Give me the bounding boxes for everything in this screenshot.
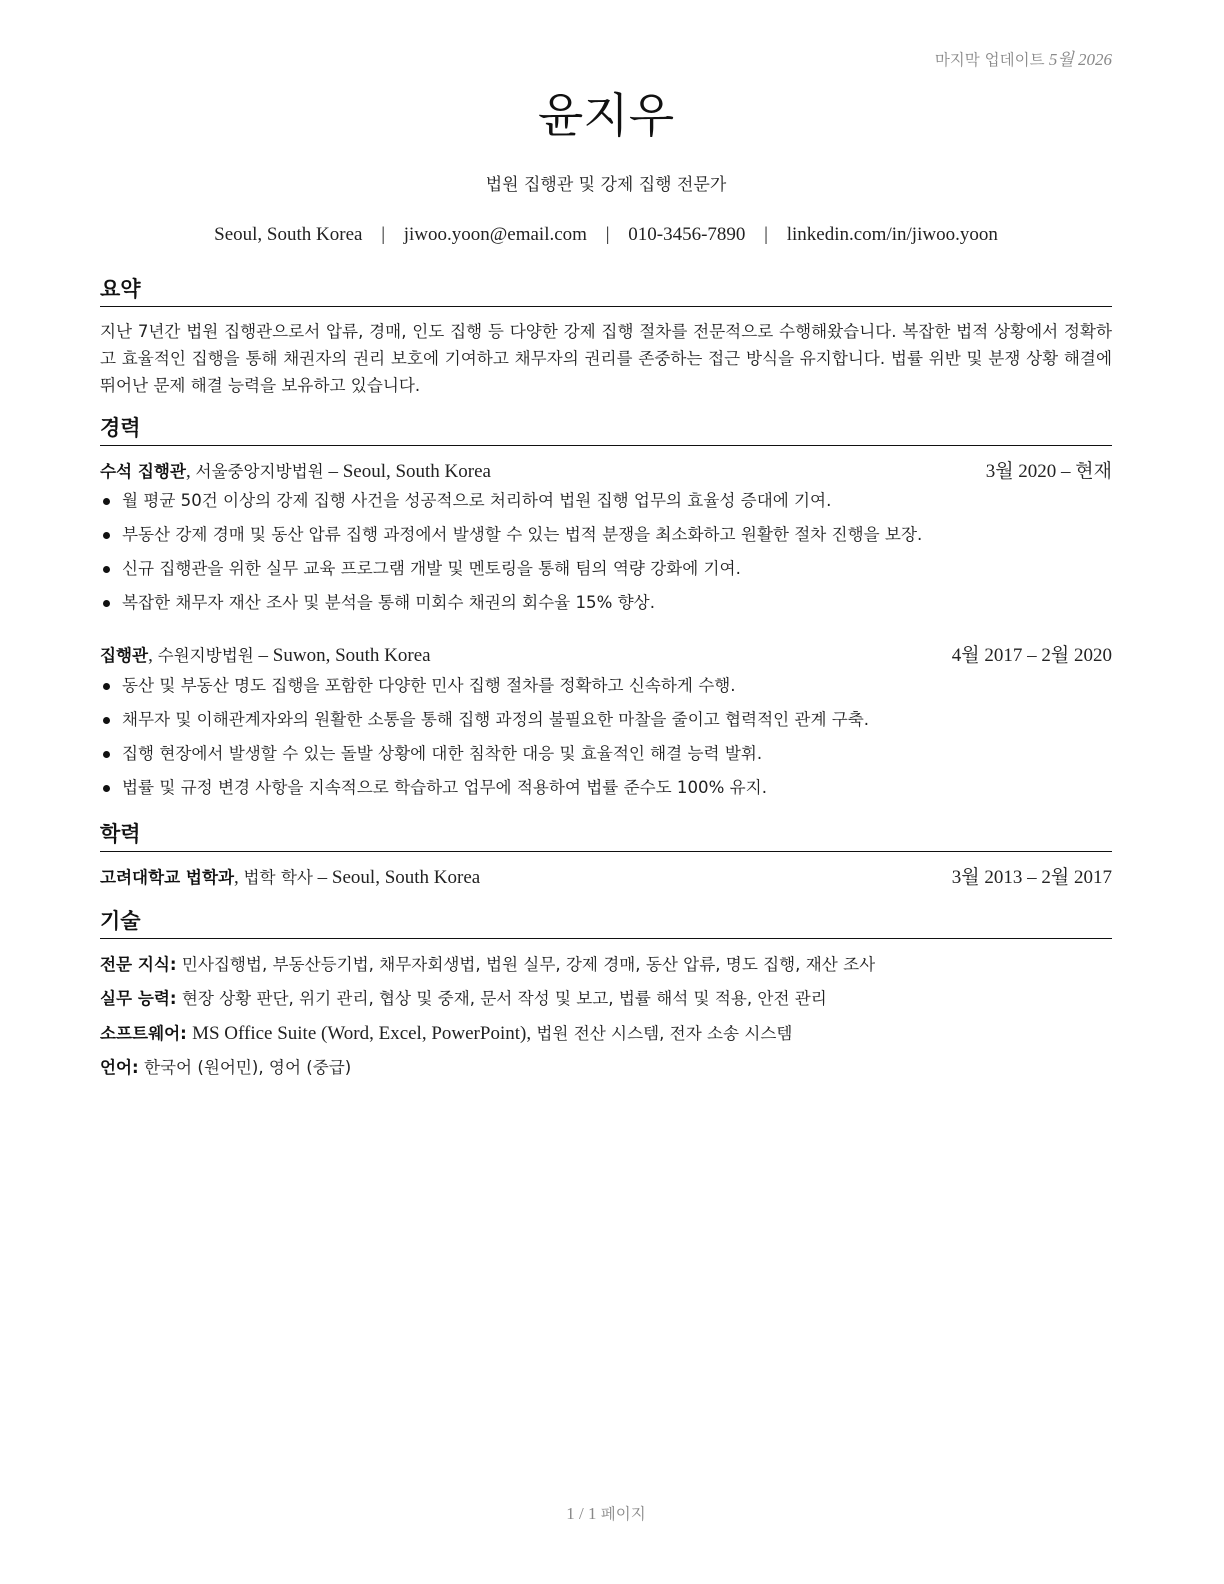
skill-row	[100, 1053, 1112, 1087]
job-header: 수석 집행관, 서울중앙지방법원 – Seoul, South Korea 3월 2020 – 현재	[100, 458, 1112, 486]
candidate-name: 윤지우	[537, 89, 675, 144]
job-bullet-text: 채무자 및 이해관계자와의 원활한 소통을 통해 집행 과정의 불필요한 마찰을 줄이고 협력적인 관계 구축.	[122, 710, 870, 729]
skill-row	[100, 984, 1112, 1018]
job-bullet-text: 법률 및 규정 변경 사항을 지속적으로 학습하고 업무에 적용하여 법률 준수도 100% 유지.	[122, 778, 767, 797]
section-title-experience: 경력	[100, 413, 1112, 446]
job-title: 집행관	[100, 646, 149, 665]
candidate-headline: 법원 집행관 및 강제 집행 전문가	[485, 175, 727, 195]
job-bullet	[100, 705, 1112, 739]
last-updated-label: 마지막 업데이트	[934, 51, 1045, 69]
job-bullet	[100, 486, 1112, 520]
skill-label: 실무 능력:	[100, 989, 177, 1008]
section-title-education: 학력	[100, 819, 1112, 852]
bullet-icon	[103, 683, 110, 690]
job-bullet-text: 신규 집행관을 위한 실무 교육 프로그램 개발 및 멘토링을 통해 팀의 역량 강화에 기여.	[122, 559, 741, 578]
skill-value: 법원 전산 시스템, 전자 소송 시스템	[536, 1024, 793, 1043]
job-employer: 서울중앙지방법원	[195, 462, 324, 481]
skill-row	[100, 950, 1112, 984]
bullet-icon	[103, 785, 110, 792]
education-dates: 3월 2013 – 2월 2017	[951, 867, 1112, 888]
job-title: 수석 집행관	[100, 462, 186, 481]
contact-phone: 010-3456-7890	[628, 224, 746, 245]
contact-separator: |	[764, 224, 768, 245]
last-updated	[935, 45, 1112, 70]
job-location: Seoul, South Korea	[342, 461, 491, 482]
contact-separator: |	[381, 224, 385, 245]
job-bullet	[100, 520, 1112, 554]
bullet-icon	[103, 751, 110, 758]
skill-label: 소프트웨어:	[100, 1024, 187, 1043]
bullet-icon	[103, 498, 110, 505]
job-bullet-text: 동산 및 부동산 명도 집행을 포함한 다양한 민사 집행 절차를 정확하고 신속하게 수행.	[122, 676, 736, 695]
skill-label: 언어:	[100, 1058, 139, 1077]
resume-page	[100, 0, 1112, 1584]
job-header: 집행관, 수원지방법원 – Suwon, South Korea 4월 2017 – 2월 2020	[100, 642, 1112, 670]
job-bullet	[100, 588, 1112, 622]
skill-row	[100, 1019, 1112, 1053]
job-dates: 4월 2017 – 2월 2020	[951, 645, 1112, 666]
job-bullet-list	[100, 671, 1112, 807]
contact-location: Seoul, South Korea	[214, 224, 363, 245]
contact-linkedin-link[interactable]: linkedin.com/in/jiwoo.yoon	[786, 224, 998, 245]
education-location: Seoul, South Korea	[331, 867, 481, 888]
job-bullet	[100, 739, 1112, 773]
skill-value-en: MS Office Suite (Word, Excel, PowerPoint),	[192, 1023, 532, 1044]
bullet-icon	[103, 566, 110, 573]
summary-text: 지난 7년간 법원 집행관으로서 압류, 경매, 인도 집행 등 다양한 강제 집행 절차를 전문적으로 수행해왔습니다. 복잡한 법적 상황에서 정확하고 효율적인 집행을 통해 채권자의 권리 보호에 기여하고 채무자의 권리를 존중하는 접근 방식을 유지합니다. 법률 위반 및 분쟁 상황 해결에 뛰어난 문제 해결 능력을 보유하고 있습니다.	[100, 322, 1112, 395]
job-bullet-text: 월 평균 50건 이상의 강제 집행 사건을 성공적으로 처리하여 법원 집행 업무의 효율성 증대에 기여.	[122, 491, 832, 510]
page-footer	[100, 1502, 1112, 1524]
last-updated-date: 5월 2026	[1048, 50, 1112, 69]
bullet-icon	[103, 532, 110, 539]
page-label: 페이지	[600, 1505, 646, 1523]
contact-email-link[interactable]: jiwoo.yoon@email.com	[403, 224, 587, 245]
job-bullet	[100, 554, 1112, 588]
job-bullet	[100, 773, 1112, 807]
job-bullet-list	[100, 486, 1112, 622]
job-bullet-text: 부동산 강제 경매 및 동산 압류 집행 과정에서 발생할 수 있는 법적 분쟁을 최소화하고 원활한 절차 진행을 보장.	[122, 525, 923, 544]
contact-separator: |	[605, 224, 610, 245]
education-degree: 법학 학사	[243, 868, 313, 887]
contact-line	[100, 224, 1112, 246]
job-dates: 3월 2020 – 현재	[985, 461, 1112, 482]
job-employer: 수원지방법원	[157, 646, 254, 665]
bullet-icon	[103, 600, 110, 607]
skill-label: 전문 지식:	[100, 955, 177, 974]
page-number: 1 / 1	[566, 1504, 597, 1523]
skill-value: 한국어 (원어민), 영어 (중급)	[143, 1058, 352, 1077]
job-bullet-text: 집행 현장에서 발생할 수 있는 돌발 상황에 대한 침착한 대응 및 효율적인 해결 능력 발휘.	[122, 744, 763, 763]
skill-value: 민사집행법, 부동산등기법, 채무자회생법, 법원 실무, 강제 경매, 동산 압류, 명도 집행, 재산 조사	[181, 955, 876, 974]
job-bullet-text: 복잡한 채무자 재산 조사 및 분석을 통해 미회수 채권의 회수율 15% 향상.	[122, 593, 655, 612]
section-title-summary: 요약	[100, 274, 1112, 307]
education-school: 고려대학교 법학과	[100, 868, 235, 887]
job-location: Suwon, South Korea	[272, 645, 431, 666]
job-bullet	[100, 671, 1112, 705]
education-entry: 고려대학교 법학과, 법학 학사 – Seoul, South Korea 3월 2013 – 2월 2017	[100, 864, 1112, 892]
skill-value: 현장 상황 판단, 위기 관리, 협상 및 중재, 문서 작성 및 보고, 법률 해석 및 적용, 안전 관리	[181, 989, 827, 1008]
bullet-icon	[103, 717, 110, 724]
section-title-skills: 기술	[100, 906, 1112, 939]
